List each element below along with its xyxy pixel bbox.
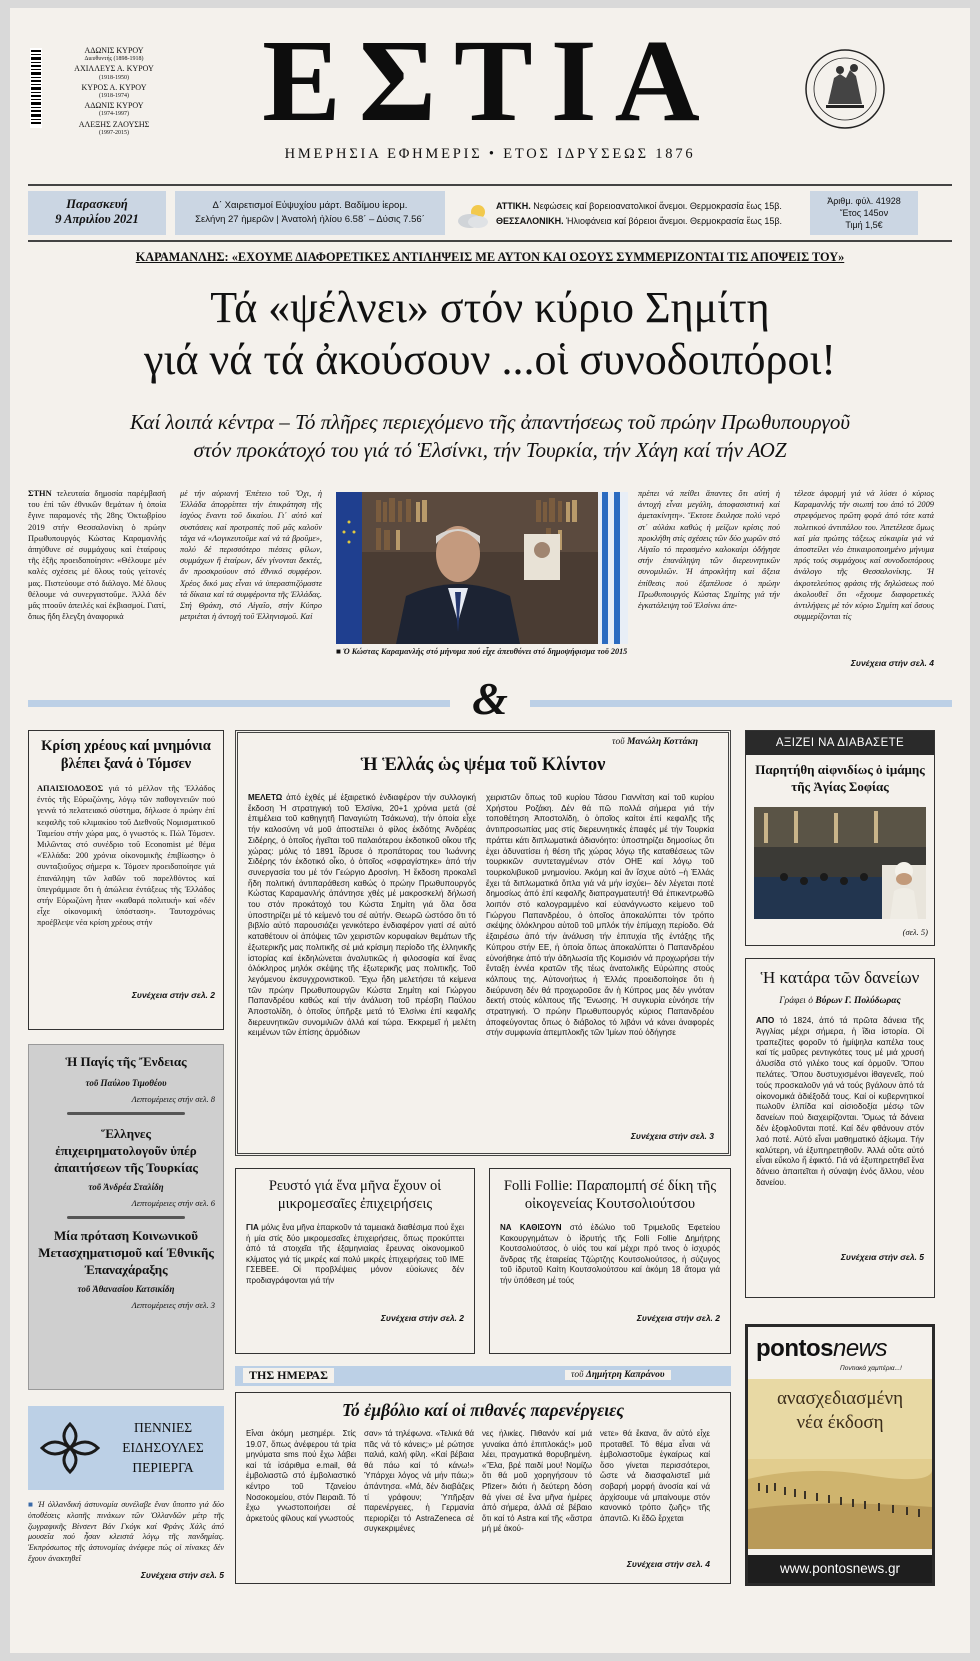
photo-illustration	[336, 492, 628, 644]
founder-4-years: (1974-1997)	[99, 111, 129, 118]
periergeia-label-1: ΠΕΝΝΙΕΣ	[133, 1420, 193, 1435]
folli-box	[489, 1168, 731, 1354]
reusto-lead: ΓΙΑ	[246, 1223, 259, 1232]
katara-text: τό 1824, ἀπό τά πρῶτα δάνεια τῆς Ἀγγλίας μέχρι σήμερα, ἡ ἴδια ἱστορία. Οἱ τραπεζίτες φοροῦν τό ἡμίψηλα καπέλα τους καί τίς μαῦρες ρεντιγκότες τους μέ μιά χρυσή ἀλυσίδα στό γιλέκο τους καί ὁρμοῦν. Ὅπου πελάτες. Ὅπου δυστυχισμένοι ἰθαγενεῖς, πού τούς προσκαλοῦν γιά νά τούς βγάλουν ἀπό τά οἰκονομικά ἀδιέξοδά τους. Καί οἱ κυβερνητικοί πωλοῦν ἐλπίδα καί αἰσιοδοξία μέσῳ τῶν δανείων πού διαχειρίζονται. Ὅμως τά δάνεια δέν ἐξοφλοῦνται ποτέ. Καί δέν φθάνουν στόν λαό ποτέ. Αὐτό εἶναι μαθηματικό ἀξίωμα. Τήν καλύτερη, νά ἐξυπηρετηθοῦν. Ἀλλά οὔτε αὐτό εἶναι εὔκολο ἤ ἐφικτό. Γιά νά ἐξυπηρετηθεῖ ἕνα δάνειο ἀπαιτεῖται ἡ σύναψη ἑνός ἄλλου, νέου δανείου.	[756, 1016, 924, 1187]
seal-icon	[804, 48, 886, 130]
periergeia-label	[108, 1418, 218, 1478]
kicker: ΚΑΡΑΜΑΝΛΗΣ: «ΕΧΟΥΜΕ ΔΙΑΦΟΡΕΤΙΚΕΣ ΑΝΤΙΛΗΨΕΙΣ ΜΕ ΑΥΤΟΝ ΚΑΙ ΟΣΟΥΣ ΣΥΜΜΕΡΙΖΟΝΤΑΙ ΤΙΣ ΑΠΟΨΕΙΣ ΤΟΥ»	[135, 250, 845, 264]
clinton-continued: Συνέχεια στήν σελ. 3	[630, 1131, 714, 1141]
clinton-col-2	[486, 793, 714, 1127]
founders-list	[54, 46, 174, 138]
weather-thess	[496, 214, 796, 229]
tis-imeras-byline-name: Δημήτρη Καπράνου	[585, 1370, 665, 1380]
clinton-title: Ἡ Ἑλλάς ὡς ψέμα τοῦ Κλίντον	[360, 755, 606, 775]
periergeia-bullet: ■	[28, 1500, 35, 1509]
katara-title: Ἡ κατάρα τῶν δανείων	[760, 968, 920, 987]
tis-imeras-label: ΤΗΣ ΗΜΕΡΑΣ	[243, 1368, 334, 1383]
clinton-byline-prefix: τοῦ	[612, 737, 625, 747]
tis-imeras-col-1-text: Εἶναι ἀκόμη μεσημέρι. Στίς 19.07, ὅπως ἀνέφερου τά τρία μηνύματα sms πού ἔχω λάβει καί τά ἰσάριθμα e.mail, θά ἐμβολιαστῶ στό ἐμβολιαστικό κέντρο τοῦ Τζανείου Νοσοκομείου, στόν Πειραιᾶ. Τό ἔχω γνωστοποιήσει σέ ἀρκετούς φίλους καί γνωστούς	[246, 1429, 356, 1523]
founder-1-years: Διευθυντής (1898-1918)	[84, 56, 144, 63]
reusto-continued: Συνέχεια στήν σελ. 2	[380, 1313, 464, 1323]
periergeia-continued: Συνέχεια στήν σελ. 5	[140, 1570, 224, 1580]
protasi-ref: Λεπτομέρειες στήν σελ. 3	[131, 1300, 215, 1310]
tis-imeras-box	[235, 1392, 731, 1584]
headline-line-1: Τά «ψέλνει» στόν κύριο Σημίτη	[210, 283, 770, 332]
founder-2-years: (1918-1950)	[99, 74, 129, 81]
tis-imeras-col-2-text: σαν» τά τηλέφωνα. «Τελικά θά πᾶς νά τό κάνεις;» μέ ρώτησε παλιά, καλή φίλη. «Καί βέβαια θά πάω καί τό κάνω!» Ὑπάρχει λόγος νά μήν πάω;» ἀπάντησα. «Μά, δέν διαβάζεις τί γράφουν; Ὑπῆρξαν παρενέργειες, ἡ Γερμανία περιορίζει τό AstraZeneca σέ συγκεκριμένες	[364, 1429, 474, 1534]
clinton-col-2-text: χειριστῶν ὅπως τοῦ κυρίου Τάσου Γιαννίτση καί τοῦ κυρίου Χρήστου Ροζάκη. Δέν θά πῶ πολλά σήμερα γιά τήν τοποθέτηση Ἀποστολίδη, ὁ ὁποῖος καίτοι ἐπί κεφαλῆς τῆς ἀντιπροσωπίας μας στίς διερευνητικές ἐπαφές μέ τήν Τουρκία πράττει κάτι διπλωματικά ἀδιανόητο: ὑποστηρίζει δημοσίως ὅτι ἐχει ἀδυνατίσει ἡ θέση τῆς χώρας λόγῳ τῆς καταθέσεως τῶν τουρκικῶν συντεταγμένων στόν ΟΗΕ καί λόγῳ τοῦ τουρκολιβυκοῦ μνημονίου. Ἀκόμη καί ἄν ἴσχυε αὐτό –ἡ Ἑλλάς ἔχει τά διπλωματικά ὅπλα γιά νά μήν ἰσχύει– δέν λέγεται ποτέ δημοσίως ἀπό ἐπί κεφαλῆς διαπραγματευτή! Θά ἐπικεντρωθῶ λοιπόν στό καλογραμμένο καί εὐανάγνωστο κείμενο τοῦ Γιώργου Παπανδρέου, ὁ ὁποῖος ἀποκαλύπτει τόν τρόπο σκέψης ὁλόκληρου αὐτοῦ τοῦ μπλόκ τήν ἐπίμαχη περίοδο. Θά ἐξαιρέσω ἀπό τήν ἀνάλυση τήν ἐπιτυχία τῆς ἐντάξης τῆς Κύπρου στήν ΕΕ, ἡ ὁποία ὅπως ἀποκαλύπτει ὁ Παπανδρέου εὐνοήθηκε ἀπό τήν ἀδηλωσία τῆς Κομισιόν νά προχωρήσει τήν ἔνταξη ἐννέα κρατῶν τῆς τέως ἀνατολικῆς Εὐρώπης στούς κόλπους της. Αὐτονοήτως ἡ Ἑλλάς προειδοποίησε ὅτι ἡ διεύρυνση δέν θά προχωροῦσε ἄν ἡ Κύπρος μας δέν γινόταν δεκτή στούς κόλπους τῆς Ἕνωσης. Ἡ συγκυρία εὐνόησε τήν στρατηγική. Ὁ πρώην Πρωθυπουργός κύριος Παπανδρέου ἀποφεύγοντας ὅπως ὁ διάβολος τό λιβάνι νά κάνει ἀναφορές στήν συμφωνία ἀπεμπλοκῆς τῶν Ἰμίων πού ὁδήγησε	[486, 793, 714, 1038]
founder-5: ΑΛΕΞΗΣ ΖΑΟΥΣΗΣ	[78, 119, 150, 129]
tis-imeras-bar	[235, 1366, 731, 1386]
tis-imeras-col-2	[364, 1429, 474, 1569]
pontos-tag: Ποντιακά χαμπέρια...!	[840, 1365, 902, 1372]
epix-title: Ἕλληνες ἐπιχειρηματολογοῦν ὑπέρ ἀπαιτήσεων τῆς Τουρκίας	[54, 1126, 198, 1175]
lead-col-3-text: πρέπει νά πείθει ἅπαντες ὅτι αὐτή ἡ ἀντοχή εἶναι μεγάλη, ἀποφασιστική καί ἀμετακίνητη». Ἔκτοτε ἔκυλησε πολύ νερό στ΄ αὐλάκι καθώς ἡ μείζων κρίσις πού προκλήθη στίς σχέσεις τῶν δύο χωρῶν στό Αἰγαῖο τό περασμένο καλοκαίρι ὁδήγησε στήν ἐπανάληψη τῶν διερευνητικῶν συνομιλιῶν. Ἡ ἀπροκλήτη καί ἄξεια ἐπίθεσις πού ἐξαπέλυσε ὁ πρώην Πρωθυπουργός Κώστας Σημίτης γιά τήν ἐγκατάλειψη τοῦ Ἑλσίνκι ἀπε-	[638, 489, 780, 611]
ornament-icon	[38, 1420, 102, 1476]
aksizei-ref: (σελ. 5)	[902, 927, 928, 937]
lead-col-3	[638, 488, 780, 664]
pontos-brand-2: news	[832, 1335, 888, 1362]
reusto-body	[246, 1223, 464, 1311]
tis-imeras-title: Τό ἐμβόλιο καί οἱ πιθανές παρενέργειες	[341, 1400, 625, 1420]
protasi-byline: τοῦ Ἀθανασίου Κατσικίδη	[77, 1284, 175, 1294]
aksizei-box	[745, 730, 935, 946]
folli-continued: Συνέχεια στήν σελ. 2	[636, 1313, 720, 1323]
founder-5-years: (1997-2015)	[99, 129, 129, 136]
clinton-lead: ΜΕΛΕΤΩ	[248, 793, 283, 802]
headline-line-2: γιά νά τά ἀκούσουν ...οἱ συνοδοιπόροι!	[144, 335, 836, 384]
opinion-box	[28, 1044, 224, 1390]
tis-imeras-continued: Συνέχεια στήν σελ. 4	[626, 1559, 710, 1569]
protasi-title: Μία πρόταση Κοινωνικοῦ Μετασχηματισμοῦ καί Ἐθνικῆς Ἐπαναχάραξης	[38, 1228, 214, 1277]
infobar-issue-box	[810, 191, 918, 235]
katara-byline-prefix: Γράφει ὁ	[779, 996, 813, 1006]
tis-imeras-col-3	[482, 1429, 592, 1569]
periergeia-label-2: ΕΙΔΗΣΟΥΛΕΣ	[122, 1440, 204, 1455]
pontos-url[interactable]: www.pontosnews.gr	[748, 1555, 932, 1583]
tomsen-box	[28, 730, 224, 1030]
clinton-col-1-text: ἀπό ἐχθές μέ ἐξαιρετικό ἐνδιαφέρον τήν συλλογική ἔκδοση Ἡ στρατηγική τοῦ Ἑλσίνκι, 20+1 χρόνια μετά (σέ ἐπιμέλεια τοῦ καθηγητῆ Παναγιώτη Τσάκωνα), τήν ὁποία εἶχε τήν καλοσύνη νά μοῦ ἀποστείλει ὁ φίλος ἐκδότης Ἀνδρέας Σιδέρης, ὁ ὁποῖος ἡγεῖται τοῦ παλαιότερου ἐκδοτικοῦ οἴκου τῆς χώρας: μόλις τό 1891 ἵδρυσε ὁ προπάτορας του Ἰωάννης Σιδέρης τόν ἐκδοτικό οἶκο, ὁ ὁποῖος «σφραγίστηκε» ἀπό τήν συνεργασία του μέ τόν Γεώργιο Δροσίνη. Ἡ ἔκδοση προκαλεῖ ἤδη πολιτική ἀντιπαράθεση καθώς ὁ πρώην Πρωθυπουργός Κώστας Καραμανλής ἀπάντησε χθές μέ μακροσκελή δήλωσή του στόν προκάτοχό του Κώστα Σημίτη γιά ὅλα ὅσα ὑποστηρίζει μέ τό κείμενό του σέ αὐτήν. Θεωρῶ ὡστόσο ὅτι τό βιβλίο αὐτό παρουσιάζει γενικότερο ἐνδιαφέρον γιατί σέ αὐτό καταθέτουν οἱ ἀπόψεις τῶν χειριστῶν κορυφαίων θεμάτων τῆς ἐξωτερικῆς μας πολιτικῆς σέ μιά κρίσιμη περίοδο τῆς ἑλληνικῆς ἱστορίας καί ἐκδηλώνεται ἀναλυτικῶς ἡ φιλοσοφία καί ἕνας ὁλόκληρος μηλόκ σκέψης τῆς ἐξωτερικῆς μας πολιτικῆς. Τοῦ λεγόμενου ἐκσυγχρονιστικοῦ. Ἔχω ἤδη μελετήσει τά κείμενα τῶν πρώην Πρωθυπουργῶν Κώστα Σημίτη καί Γιώργου Παπανδρέου καθώς καί τήν ἀνάλυση τοῦ πρέσβη Παύλου Ἀποστολίδη, ὁ ὁποῖος ὑπῆρξε μετά τό Ἑλσίνκι ἐπί κεφαλῆς διερευνητικῶν συνομιλιῶν ἀλλά καί τώρα. Ἐκκρεμεῖ ἡ μελέτη κειμένων τῶν ἐπίσης ἁρμόδιων	[248, 793, 476, 1038]
pontos-ad[interactable]	[745, 1324, 935, 1586]
infobar-rule-top	[28, 184, 952, 186]
tomsen-continued: Συνέχεια στήν σελ. 2	[131, 990, 215, 1000]
paygis-ref: Λεπτομέρειες στήν σελ. 8	[131, 1094, 215, 1104]
folli-title: Folli Follie: Παραπομπή σέ δίκη τῆς οἰκογενείας Κουτσολιούτσου	[503, 1178, 717, 1212]
pontos-brand-1: pontos	[756, 1335, 833, 1362]
epix-ref: Λεπτομέρειες στήν σελ. 6	[131, 1198, 215, 1208]
katara-lead: ΑΠΟ	[756, 1016, 775, 1025]
founder-2: ΑΧΙΛΛΕΥΣ Α. ΚΥΡΟΥ	[74, 64, 154, 74]
opinion-separator-2	[67, 1216, 185, 1219]
tis-imeras-byline-prefix: τοῦ	[571, 1370, 584, 1380]
masthead-title: ΕΣΤΙΑ	[262, 15, 718, 146]
tis-imeras-byline	[565, 1370, 671, 1380]
infobar-feast: Δ΄ Χαιρετισμοί Εὐψυχίου μάρτ. Βαδίμου ἱερομ.	[212, 200, 408, 211]
clinton-col-1	[248, 793, 476, 1139]
sun-cloud-icon	[456, 203, 492, 229]
katara-byline-name: Βύρων Γ. Πολύδωρας	[815, 996, 901, 1006]
masthead-subtitle: ΗΜΕΡΗΣΙΑ ΕΦΗΜΕΡΙΣ • ΕΤΟΣ ΙΔΡΥΣΕΩΣ 1876	[284, 146, 696, 162]
aksizei-label: ΑΞΙΖΕΙ ΝΑ ΔΙΑΒΑΣΕΤΕ	[746, 731, 934, 755]
clinton-byline	[248, 737, 718, 747]
lead-col-1-text: τελευταία δημοσία παρέμβασή του ἐπί τῶν ἐθνικῶν θεμάτων ἡ ὁποία ἔγινε παραμονές τῆς 28ης Ὀκτωβρίου 2019 στήν Θεσσαλονίκη ὁ πρώην Πρωθυπουργός Κώστας Καραμανλής ἀπηύθυνε σέ συμμάχους καί ἑταίρους τῆς ἑξῆς προειδοποίησιν: «Θέλουμε μέν καλές σχέσεις μέ ὅλους τούς γείτονές μας. Πιστεύουμε στό διάλογο. Μέ ὅλους θέλουμε νά συνεργαστοῦμε. Ἀλλά δέν μᾶς πτοοῦν ἀπειλές καί ἐκβιασμοί. Γιατί, ὅπως ἤδη ἔλεγξη ἀναφορικά	[28, 489, 166, 622]
lead-col-1-lead: ΣΤΗΝ	[28, 489, 52, 498]
paygis-title: Ἡ Παγίς τῆς Ἔνδειας	[65, 1054, 187, 1069]
tis-imeras-col-1	[246, 1429, 356, 1569]
lead-col-2-text: μέ τήν αὐριανή Ἐπέτειο τοῦ Ὄχι, ἡ Ἑλλάδα ἀπορρίπτει τήν ἐπικράτηση τῆς ἰσχύος ἔναντι τοῦ δικαίου. Γι΄ αὐτό καί συστάσεις καί προτροπές ποῦ μᾶς καλοῦν τάχα νά «Λογικευτοῦμε καί νά τά βροῦμε», πολύ δέ περισσότερο πιέσεις φίλων, συμμάχων ἤ ἑταίρων, δέν γίνονται δεκτές, ἄν προσκρούουν στό ἐθνικό συμφέρον. Χρέος δικό μας εἶναι νά ὑπερασπιζόμαστε τά δίκαια καί τά συμφέροντα τῆς Ἑλλάδας. Στή Θράκη, στό Αἰγαῖο, στήν Κύπρο μετριέται ἡ ἀντοχή τοῦ Ἑλληνισμοῦ. Καί	[180, 489, 322, 622]
mosque-photo	[754, 807, 926, 919]
infobar-date-box	[28, 191, 166, 235]
katara-body	[756, 1016, 924, 1248]
tomsen-title: Κρίση χρέους καί μνημόνια βλέπει ξανά ὁ Τόμσεν	[41, 738, 211, 772]
weather-thess-place: ΘΕΣΣΑΛΟΝΙΚΗ.	[496, 216, 564, 226]
infobar-day: Παρασκευή	[66, 197, 128, 211]
weather-thess-text: Ἡλιοφάνεια καί βόρειοι ἄνεμοι. Θερμοκρασία ἕως 15β.	[566, 216, 783, 226]
photo-caption: ■ Ὁ Κώστας Καραμανλής στό μήνυμα πού εἶχε ἀπευθύνει στό δημοψήφισμα τοῦ 2015	[336, 647, 628, 656]
issue-price: Τιμή 1,5€	[845, 220, 883, 230]
infobar-astro: Σελήνη 27 ἡμερῶν | Ἀνατολή ἡλίου 6.58΄ – Δύσις 7.56΄	[195, 214, 425, 225]
barcode-icon	[30, 48, 42, 128]
tomsen-body	[37, 783, 215, 987]
divider-left	[28, 700, 450, 707]
katara-box	[745, 958, 935, 1298]
divider-right	[530, 700, 952, 707]
tomsen-lead: ΑΠΑΙΣΙΟΔΟΞΟΣ	[37, 784, 104, 793]
tis-imeras-col-3-text: νες ἡλικίες. Πιθανόν καί μιά γυναίκα ἀπό ἐπιπλοκάς!» μοῦ λέει, πραγματικά θορυβημένη. «Ἔλα, βρέ παιδί μου! Νομίζω ὅτι θά μοῦ χορηγήσουν τό Pfizer» διότι ἡ δεύτερη δόση θά γίνει σέ ἕνα μῆνα ἡμέρες ἀπό σήμερα, ἀλλά σέ βέβαιο ὅτι καί τό Astra καί τῆς «ἄστρα μή μέ ἀκού-	[482, 1429, 592, 1534]
infobar-feast-box	[175, 191, 445, 235]
photo-caption-text: Ὁ Κώστας Καραμανλής στό μήνυμα πού εἶχε ἀπευθύνει στό δημοψήφισμα τοῦ 2015	[343, 647, 628, 656]
deck-line-2: στόν προκάτοχό του γιά τό Ἑλσίνκι, τήν Τουρκία, τήν Χάγη καί τήν ΑΟΖ	[193, 438, 787, 462]
weather-attiki-place: ΑΤΤΙΚΗ.	[496, 201, 531, 211]
tis-imeras-col-4	[600, 1429, 710, 1557]
karamanlis-photo	[336, 492, 628, 644]
lead-continued: Συνέχεια στήν σελ. 4	[850, 658, 934, 668]
pontos-headline	[748, 1387, 932, 1435]
lead-col-2	[180, 488, 322, 664]
tis-imeras-col-4-text: νετε» θά ἔκανα, ἄν αὐτό εἶχε προταθεῖ. Τό θέμα εἶναι νά ἐμβολιαστοῦμε ἐγκαίρως καί ὅσο γίνεται περισσότεροι, ὥστε νά διασφαλιστεῖ μιά σοβαρή μορφή ἀνοσία καί νά ἀρχίσουμε νά μπαίνουμε στόν κανονικό τρόπο ζωῆς» τῆς ἀπαντῶ. Κι ἔδῶ ἔρχεται	[600, 1429, 710, 1523]
issue-number: Ἀριθμ. φύλ. 41928	[827, 196, 901, 206]
folli-lead: ΝΑ ΚΑΘΙΣΟΥΝ	[500, 1223, 562, 1232]
pontos-brand	[756, 1335, 887, 1363]
folli-text: στό ἑδώλιο τοῦ Τριμελοῦς Ἐφετείου Κακουργημάτων ὁ ἱδρυτής τῆς Folli Follie Δημήτρης Κουτσολιούτσος, ὁ υἱός του καί μέχρι πρό τινος ὁ ἰσχυρός ἄνδρας τῆς ἑταιρείας Τζώρτζης Κουτσολιούτσος, ἡ σύζυγος τοῦ ἱδρυτοῦ Καίτη Κουτσολιούτσου καί ἀκόμη 18 ἄτομα γιά τήν ὑπόθεση μέ τούς	[500, 1223, 720, 1285]
reusto-text: μόλις ἕνα μῆνα ἐπαρκοῦν τά ταμειακά διαθέσιμα πού ἔχει ἡ μία στίς δύο μικρομεσαῖες ἐπιχειρήσεις, ὅπως προκύπτει ἀπό τά στοιχεῖα τῆς ἑξαμηνιαίας ἔρευνας οἰκονομικοῦ κλίματος γιά τίς μικρές καί πολύ μικρές ἐπιχειρήσεις τοῦ ΙΜΕ ΓΣΕΒΕΕ. Οἱ προβλέψεις μόνον εὐοίωνες δέν προδιαγράφονται γιά τήν	[246, 1223, 464, 1285]
lead-col-4	[794, 488, 934, 656]
infobar-rule-bottom	[28, 240, 952, 242]
mosque-interior-illustration	[754, 807, 926, 919]
katara-byline	[756, 996, 924, 1006]
issue-year: Ἔτος 145ον	[839, 208, 889, 218]
periergeia-header	[28, 1406, 224, 1490]
infobar-date: 9 Απριλίου 2021	[55, 212, 139, 226]
infobar-weather	[496, 199, 796, 229]
newspaper-page	[10, 8, 970, 1653]
weather-attiki	[496, 199, 796, 214]
founder-1: ΑΔΩΝΙΣ ΚΥΡΟΥ	[84, 46, 144, 55]
epix-byline: τοῦ Ἀνδρέα Σταλίδη	[88, 1182, 164, 1192]
weather-attiki-text: Νεφώσεις καί βορειοανατολικοί ἄνεμοι. Θερμοκρασία ἕως 15β.	[533, 201, 782, 211]
founder-4: ΑΔΩΝΙΣ ΚΥΡΟΥ	[84, 101, 144, 111]
reusto-box	[235, 1168, 475, 1354]
clinton-box	[235, 730, 731, 1156]
weather-icon	[456, 203, 492, 229]
founder-3: ΚΥΡΟΣ Α. ΚΥΡΟΥ	[81, 82, 147, 92]
clinton-byline-name: Μανώλη Κοττάκη	[626, 737, 698, 747]
paygis-byline: τοῦ Παύλου Τιμοθέου	[85, 1078, 167, 1088]
ampersand: &	[472, 673, 508, 724]
pontos-headline-2: νέα έκδοση	[796, 1412, 884, 1433]
hestia-seal	[804, 48, 886, 130]
lead-col-1	[28, 488, 166, 664]
folli-body	[500, 1223, 720, 1311]
founder-3-years: (1918-1974)	[99, 93, 129, 100]
lead-col-4-text: τέλεσε ἀφορμή γιά νά λύσει ὁ κύριος Καραμανλής τήν σιωπή του ἀπό τό 2009 στρεφόμενος πρῶτη φορά ἀπό τότε κατά πολιτικού ἀντιπάλου του. Ἀπετέλεσε ὅμως καί μία πρώτης τάξεως εὐκαιρία γιά νά ἀποστείλει νέο ἐπικαιροποιημένο μήνυμα πρός τούς συμμάχους καί συνοδοιπόρους ἀνάλογο τῆς Θεσσαλονίκης. Ἡ ἀκροτελεύτιος φράσις τῆς δηλώσεως πού ἀκολουθεῖ ὅτι «ἔχουμε διαφορετικές ἀντιλήψεις μέ τόν κύριο Σημίτη καί ὅσους συμμερίζονται τίς	[794, 489, 934, 622]
katara-continued: Συνέχεια στήν σελ. 5	[840, 1252, 924, 1262]
aksizei-title: Παρητήθη αἰφνιδίως ὁ ἰμάμης τῆς Ἁγίας Σοφίας	[755, 762, 925, 794]
deck-line-1: Καί λοιπά κέντρα – Τό πλῆρες περιεχόμενο τῆς ἀπαντήσεως τοῦ πρώην Πρωθυπουργοῦ	[130, 410, 850, 434]
reusto-title: Ρευστό γιά ἕνα μῆνα ἔχουν οἱ μικρομεσαῖες ἐπιχειρήσεις	[268, 1178, 442, 1212]
periergeia-body	[28, 1500, 224, 1566]
flower-ornament-icon	[38, 1420, 102, 1476]
periergeia-label-3: ΠΕΡΙΕΡΓΑ	[132, 1460, 194, 1475]
barcode	[30, 48, 42, 128]
opinion-separator-1	[67, 1112, 185, 1115]
periergeia-text: Ἡ ὀλλανδική ἀστυνομία συνέλαβε ἕναν ὕποπτο γιά δύο ὑποθέσεις κλοπῆς πινάκων τῶν Ὀλλανδῶν μέτρ τῆς ζωγραφικῆς Βίνσεντ Βάν Γκόγκ καί Φράνς Χάλς ἀπό μουσεῖα πού ἦσαν κλειστά λόγῳ τῆς πανδημίας. Ἐκπρόσωπος τῆς ἀστυνομίας ἀνέφερε πώς οἱ πίνακες δέν ἔχουν ἀνακτηθεῖ	[28, 1500, 224, 1563]
tomsen-text: γιά τό μέλλον τῆς Ἑλλάδος ἐντός τῆς Εὐρωζώνης, λόγῳ τῶν παθογενειῶν πού γεννά τό πελατειακό σύστημα, δήλωσε ὁ πρώην ἐπί κεφαλῆς τοῦ κλιμακίου τοῦ Διεθνοῦς Νομισματικοῦ Ταμείου στήν χώρα μας, ὁ γνωστός κ. Πώλ Τόμσεν. Μιλῶντας στό συνέδριο τοῦ Economist μέ θέμα «Ἑλλάδα: 200 χρόνια οἰκονομικῆς ἐπιβίωσης» ὁ συνταξιοῦχος σήμερα κ. Τόμσεν προειδοποίησε γιά ἐπανάληψη τῶν λαθῶν τοῦ παρελθόντος καί ὑπεγράμμισε ὅτι ἡ ἀπώλεια ἐντάξεως τῆς Ἑλλάδος στήν Εὐρωζώνη ἦταν «καθαρά πολιτική» καί «δέν εἶχε οἰκονομική ὑπόσταση». Ταυτοχρόνως προέβλεψε νέα κρίση χρέους στήν	[37, 784, 215, 928]
pontos-headline-1: ανασχεδιασμένη	[776, 1388, 904, 1409]
